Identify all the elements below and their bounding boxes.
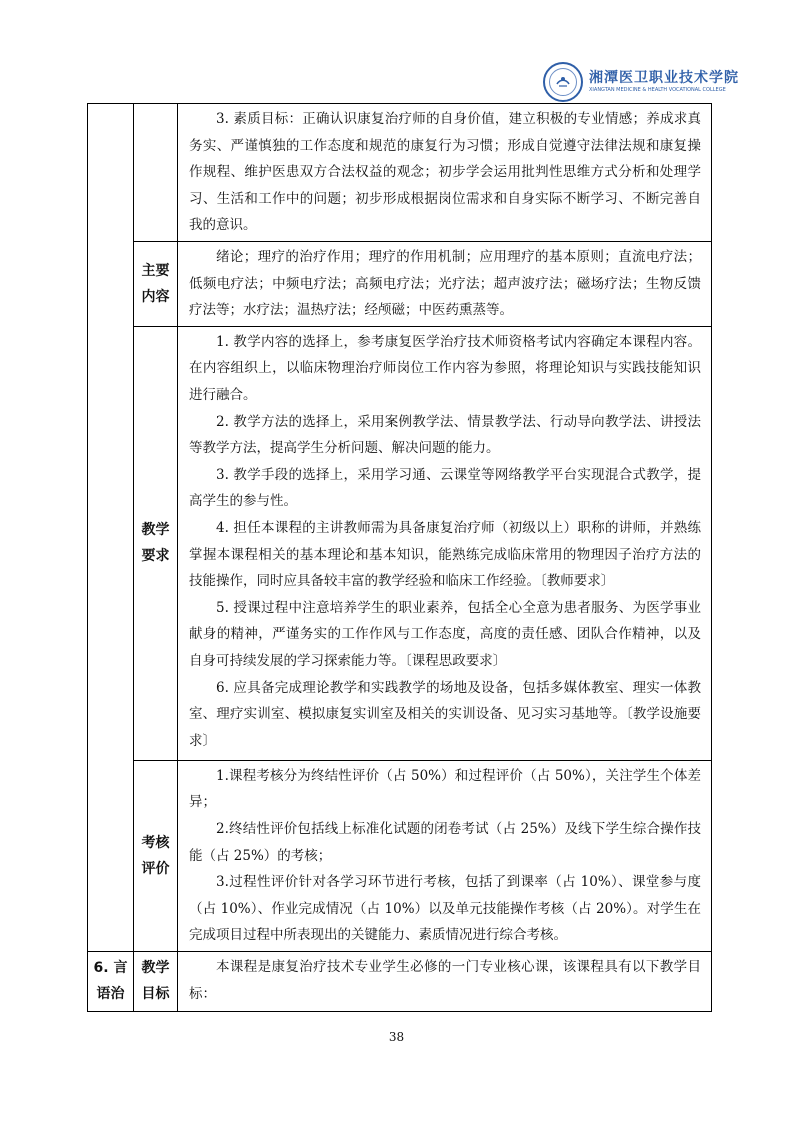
assessment-item: 1.课程考核分为终结性评价（占 50%）和过程评价（占 50%），关注学生个体差异； <box>189 767 701 811</box>
teaching-requirements-cell <box>178 326 712 760</box>
requirement-item: 1. 教学内容的选择上，参考康复医学治疗技术师资格考试内容确定本课程内容。在内容组织上，以临床物理治疗师岗位工作内容为参照，将理论知识与实践技能知识进行融合。 <box>189 333 701 403</box>
requirement-item: 6. 应具备完成理论教学和实践教学的场地及设备，包括多媒体教室、理实一体教室、理疗实训室、模拟康复实训室及相关的实训设备、见习实习基地等。〔教学设施要求〕 <box>189 679 701 749</box>
section-6-goal-label: 教学 目标 <box>134 951 178 1011</box>
college-logo <box>543 62 739 102</box>
college-emblem-icon <box>543 62 583 102</box>
requirement-item: 3. 教学手段的选择上，采用学习通、云课堂等网络教学平台实现混合式教学，提高学生的参与性。 <box>189 466 701 510</box>
goal-label-cell <box>134 104 178 242</box>
assessment-row <box>88 760 712 951</box>
quality-goal-text: 3. 素质目标：正确认识康复治疗师的自身价值，建立积极的专业情感；养成求真务实、严谨慎独的工作态度和规范的康复行为习惯；形成自觉遵守法律法规和康复操作规程、维护医患双方合法权益的观念；初步学会运用批判性思维方式分析和处理学习、生活和工作中的问题；初步形成根据岗位需求和自身实际不断学习、不断完善自我的意识。 <box>189 111 701 234</box>
teaching-requirements-row <box>88 326 712 760</box>
requirement-item: 2. 教学方法的选择上，采用案例教学法、情景教学法、行动导向教学法、讲授法等教学方法，提高学生分析问题、解决问题的能力。 <box>189 413 701 457</box>
main-content-label: 主要 内容 <box>134 242 178 327</box>
section-label-cell <box>88 104 134 952</box>
section-6-goal-text: 本课程是康复治疗技术专业学生必修的一门专业核心课，该课程具有以下教学目标： <box>189 958 701 1002</box>
teaching-requirements-label: 教学 要求 <box>134 326 178 760</box>
course-table <box>87 103 712 1012</box>
assessment-item: 3.过程性评价针对各学习环节进行考核，包括了到课率（占 10%）、课堂参与度（占 10%）、作业完成情况（占 10%）以及单元技能操作考核（占 20%）。对学生在完成项目过程中所表现出的关键能力、素质情况进行综合考核。 <box>189 874 701 944</box>
assessment-item: 2.终结性评价包括线上标准化试题的闭卷考试（占 25%）及线下学生综合操作技能（占 25%）的考核； <box>189 820 701 864</box>
college-name-en: XIANGTAN MEDICINE & HEALTH VOCATIONAL COLLEGE <box>589 87 726 93</box>
main-content-cell <box>178 242 712 327</box>
main-content-text: 绪论；理疗的治疗作用；理疗的作用机制；应用理疗的基本原则；直流电疗法；低频电疗法；中频电疗法；高频电疗法；光疗法；超声波疗法；磁场疗法；生物反馈疗法等；水疗法；温热疗法；经颅磁；中医药熏蒸等。 <box>189 249 701 319</box>
assessment-label: 考核 评价 <box>134 760 178 951</box>
quality-goal-row <box>88 104 712 242</box>
page-number: 38 <box>388 1030 405 1044</box>
requirement-item: 4. 担任本课程的主讲教师需为具备康复治疗师（初级以上）职称的讲师，并熟练掌握本课程相关的基本理论和基本知识，能熟练完成临床常用的物理因子治疗方法的技能操作，同时应具备较丰富的教学经验和临床工作经验。〔教师要求〕 <box>189 519 701 590</box>
quality-goal-cell <box>178 104 712 242</box>
assessment-cell <box>178 760 712 951</box>
requirement-item: 5. 授课过程中注意培养学生的职业素养，包括全心全意为患者服务、为医学事业献身的精神，严谨务实的工作作风与工作态度，高度的责任感、团队合作精神，以及自身可持续发展的学习探索能力等。〔课程思政要求〕 <box>189 599 701 669</box>
main-content-row <box>88 242 712 327</box>
section-6-goal-cell <box>178 951 712 1011</box>
section-6-row <box>88 951 712 1011</box>
section-6-label: 6. 言 语治 <box>88 951 134 1011</box>
college-name-cn: 湘潭医卫职业技术学院 <box>589 70 739 86</box>
